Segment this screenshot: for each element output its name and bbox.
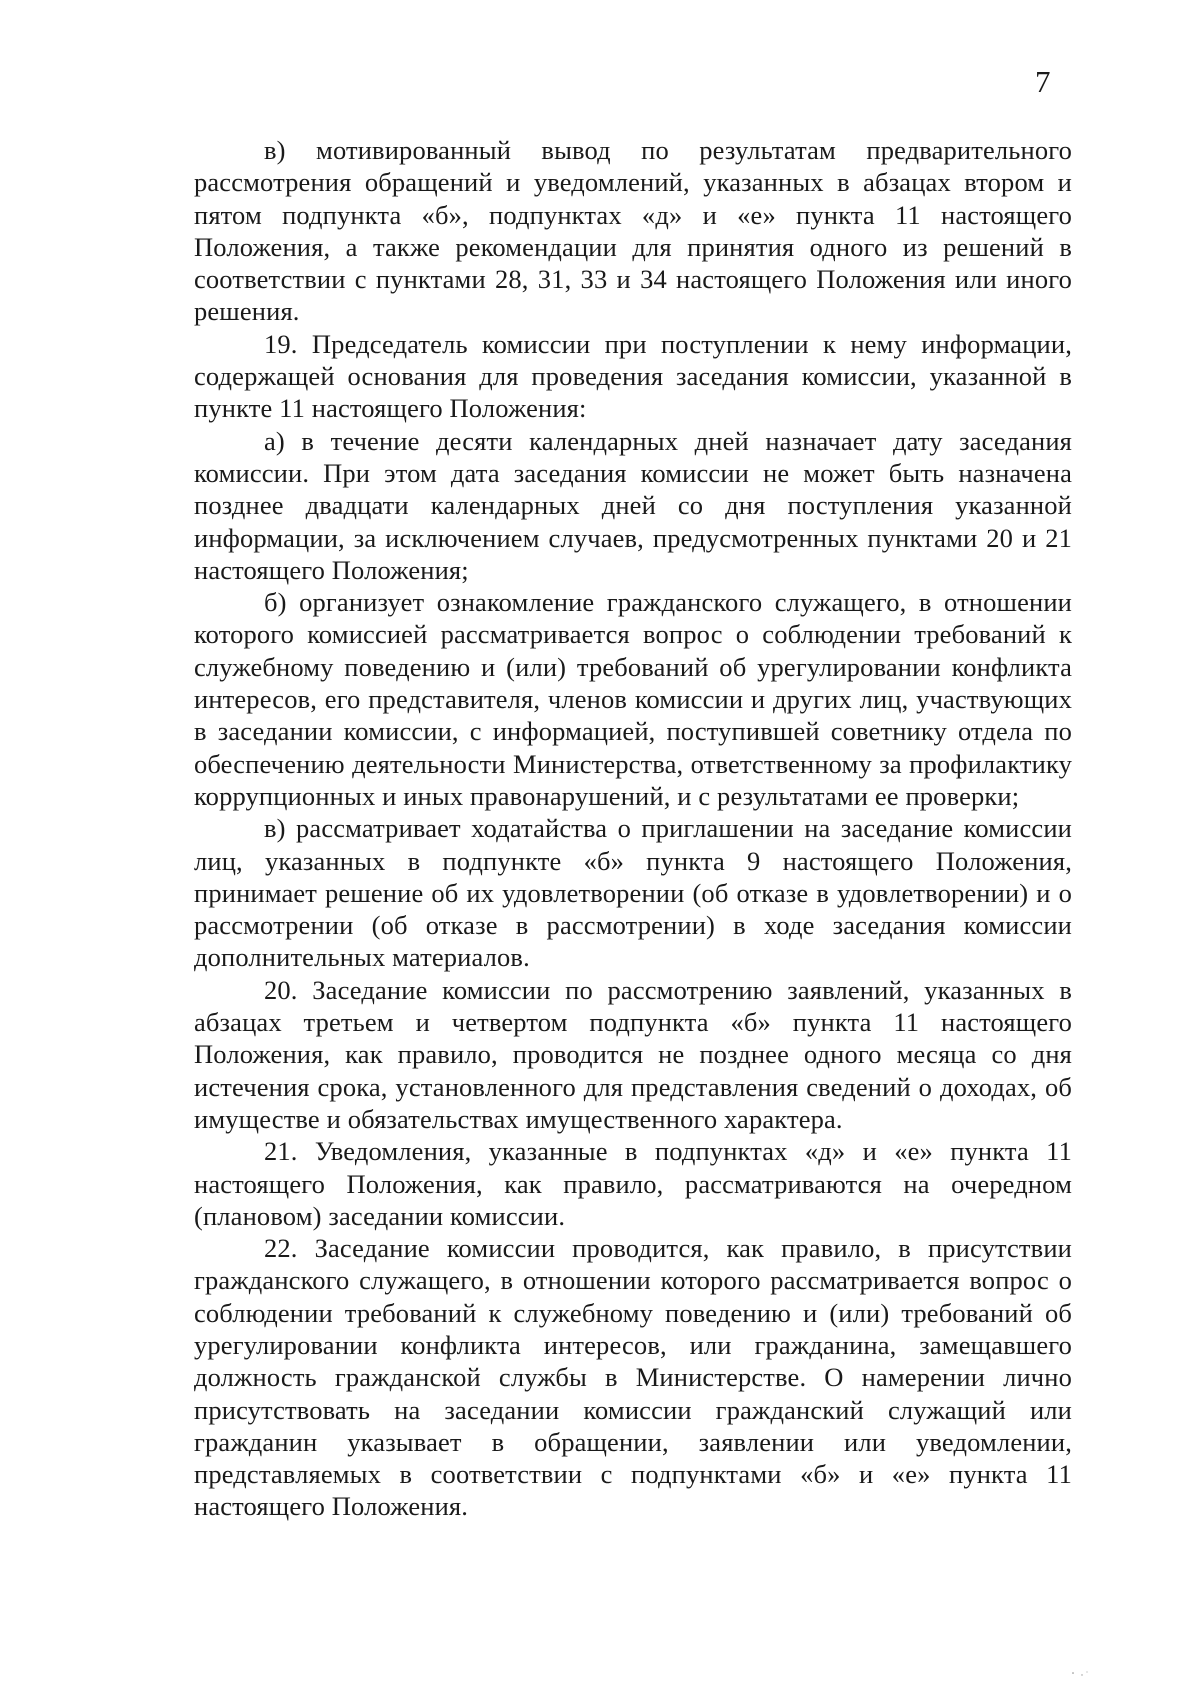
paragraph-item-v-petitions: в) рассматривает ходатайства о приглашении на заседание комиссии лиц, указанных в подпункте «б» пункта 9 настоящего Положения, принимает решение об их удовлетворении (об отказе в удовлетворении) и о рассмотрении (об отказе в рассмотрении) в ходе заседания комиссии дополнительных материалов.	[194, 813, 1072, 973]
page-number: 7	[1035, 64, 1051, 99]
paragraph-19-chairman-duties: 19. Председатель комиссии при поступлении к нему информации, содержащей основания для проведения заседания комиссии, указанной в пункте 11 настоящего Положения:	[194, 328, 1072, 424]
paragraph-20-meeting-timing: 20. Заседание комиссии по рассмотрению заявлений, указанных в абзацах третьем и четвертом подпункта «б» пункта 11 настоящего Положения, как правило, проводится не позднее одного месяца со дня истечения срока, установленного для представления сведений о доходах, об имуществе и обязательствах имущественного характера.	[194, 974, 1072, 1134]
paragraph-item-b-familiarization: б) организует ознакомление гражданского служащего, в отношении которого комиссией рассматривается вопрос о соблюдении требований к служебному поведению и (или) требований об урегулировании конфликта интересов, его представителя, членов комиссии и других лиц, участвующих в заседании комиссии, с информацией, поступившей советнику отдела по обеспечению деятельности Министерства, ответственному за профилактику коррупционных и иных правонарушений, и с результатами ее проверки;	[194, 587, 1072, 811]
scan-specks	[1070, 1670, 1090, 1678]
paragraph-22-presence: 22. Заседание комиссии проводится, как правило, в присутствии гражданского служащего, в отношении которого рассматривается вопрос о соблюдении требований к служебному поведению и (или) требований об урегулировании конфликта интересов, или гражданина, замещавшего должность гражданской службы в Министерстве. О намерении лично присутствовать на заседании комиссии гражданский служащий или гражданин указывает в обращении, заявлении или уведомлении, представляемых в соответствии с подпунктами «б» и «е» пункта 11 настоящего Положения.	[194, 1233, 1072, 1522]
document-body	[194, 134, 1072, 1523]
paragraph-21-notifications: 21. Уведомления, указанные в подпунктах «д» и «е» пункта 11 настоящего Положения, как правило, рассматриваются на очередном (плановом) заседании комиссии.	[194, 1136, 1072, 1231]
paragraph-item-v-reasoned-conclusion: в) мотивированный вывод по результатам предварительного рассмотрения обращений и уведомлений, указанных в абзацах втором и пятом подпункта «б», подпунктах «д» и «е» пункта 11 настоящего Положения, а также рекомендации для принятия одного из решений в соответствии с пунктами 28, 31, 33 и 34 настоящего Положения или иного решения.	[194, 135, 1072, 327]
paragraph-item-a-meeting-date: а) в течение десяти календарных дней назначает дату заседания комиссии. При этом дата заседания комиссии не может быть назначена позднее двадцати календарных дней со дня поступления указанной информации, за исключением случаев, предусмотренных пунктами 20 и 21 настоящего Положения;	[194, 425, 1072, 585]
